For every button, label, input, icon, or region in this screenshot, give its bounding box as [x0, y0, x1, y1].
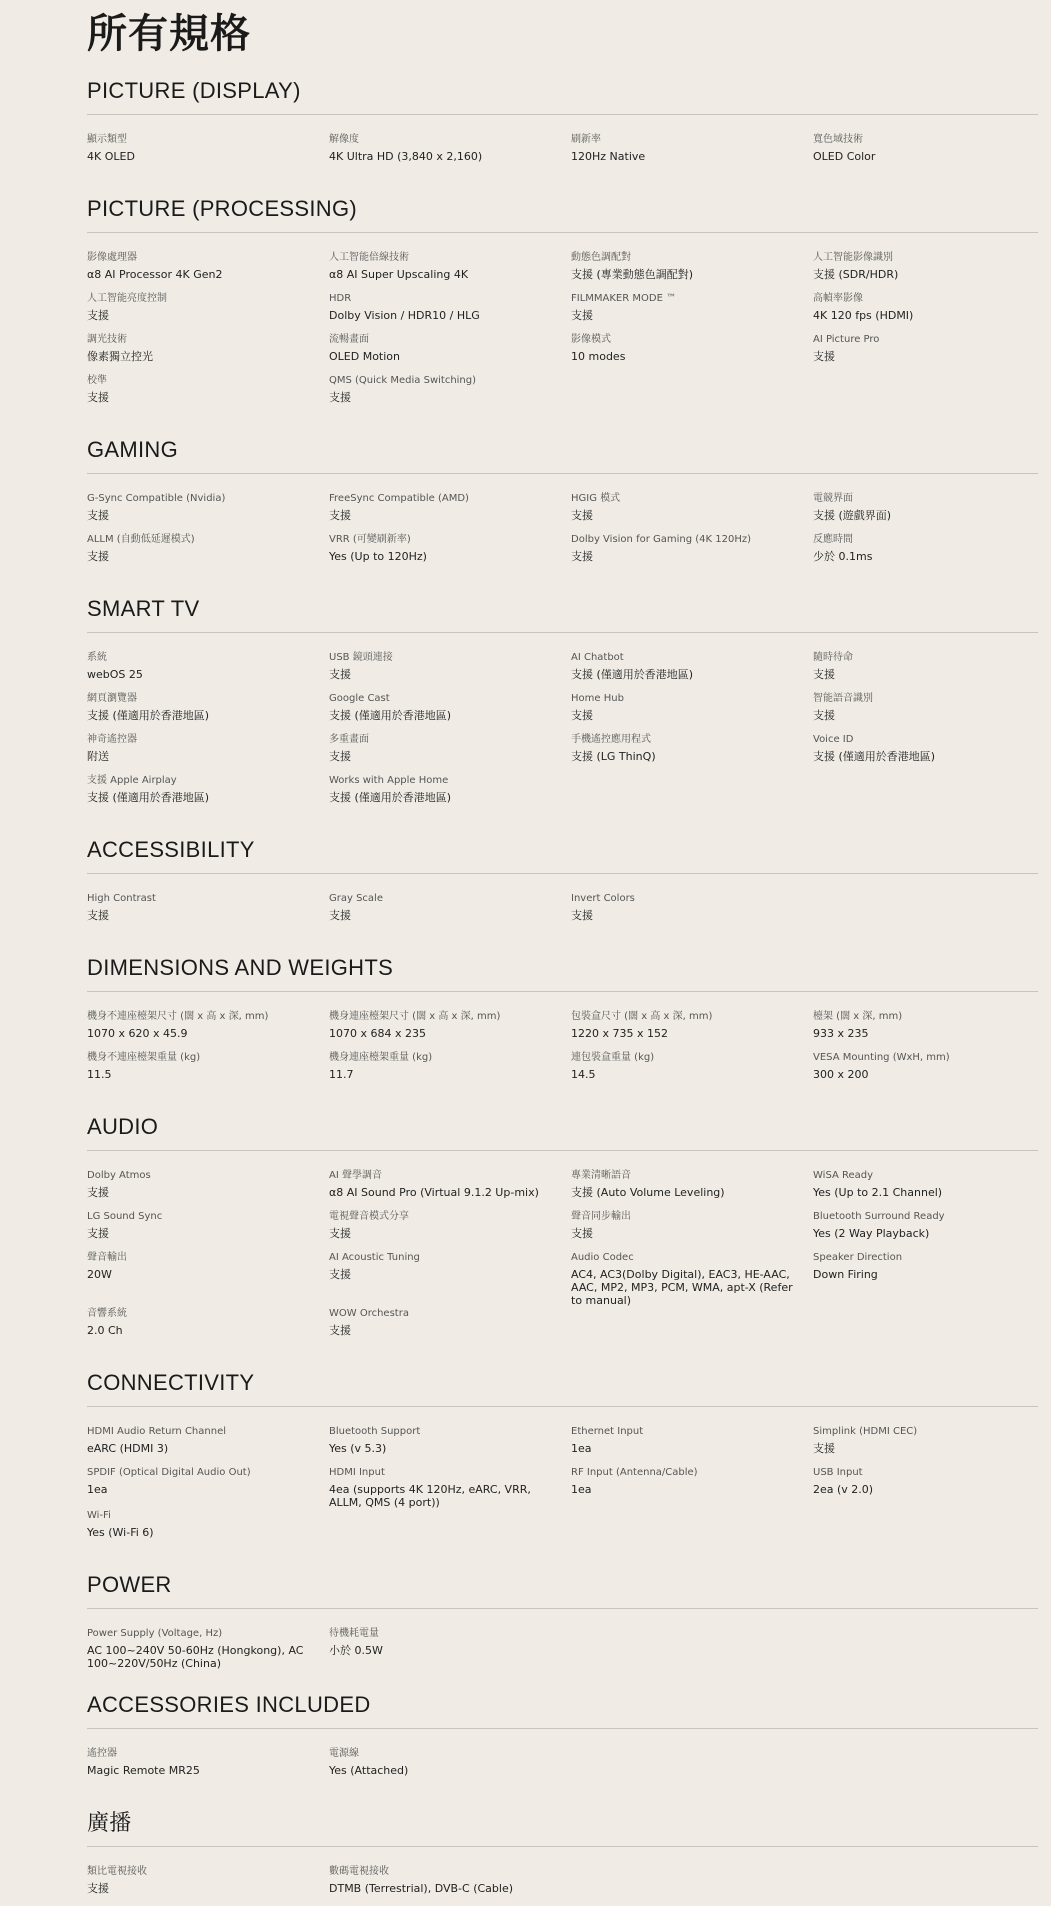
spec-item — [329, 1010, 571, 1051]
spec-label: 支援 Apple Airplay — [87, 775, 177, 786]
spec-value: 1070 x 684 x 235 — [329, 1027, 426, 1040]
spec-value: Yes (2 Way Playback) — [813, 1227, 930, 1240]
spec-grid — [87, 474, 1038, 574]
spec-label: 機身不連座檯架尺寸 (闊 x 高 x 深, mm) — [87, 1011, 269, 1022]
spec-value: 14.5 — [571, 1068, 596, 1081]
spec-value: 支援 — [87, 391, 109, 404]
spec-item — [329, 251, 571, 292]
spec-label: 隨時待命 — [813, 652, 853, 663]
spec-label: Dolby Vision for Gaming (4K 120Hz) — [571, 534, 752, 545]
spec-value: 支援 — [329, 1227, 351, 1240]
spec-value: 933 x 235 — [813, 1027, 869, 1040]
spec-label: 檯架 (闊 x 深, mm) — [813, 1011, 903, 1022]
spec-label: HGIG 模式 — [571, 493, 621, 504]
spec-label: 多重畫面 — [329, 734, 369, 745]
spec-value: OLED Color — [813, 150, 876, 163]
spec-label: HDR — [329, 293, 352, 304]
spec-item — [87, 651, 329, 692]
spec-item — [329, 533, 571, 574]
spec-value: 20W — [87, 1268, 112, 1281]
spec-section — [87, 78, 1038, 174]
spec-value: 1ea — [571, 1483, 592, 1496]
spec-item — [813, 1466, 1038, 1509]
spec-item — [329, 892, 571, 933]
page-title: 所有規格 — [87, 11, 251, 57]
spec-item — [87, 292, 329, 333]
section-title: POWER — [87, 1572, 1038, 1609]
spec-label: 智能語音識別 — [813, 693, 873, 704]
spec-value: 支援 (僅適用於香港地區) — [87, 791, 210, 804]
spec-label: 影像處理器 — [87, 252, 137, 263]
spec-grid — [87, 1407, 1038, 1550]
spec-section — [87, 1572, 1038, 1670]
spec-grid — [87, 1729, 1038, 1788]
spec-item — [87, 774, 329, 815]
spec-item — [87, 533, 329, 574]
spec-item — [87, 1509, 329, 1550]
spec-value: 支援 — [87, 550, 109, 563]
spec-item — [87, 251, 329, 292]
spec-value: 2.0 Ch — [87, 1324, 123, 1337]
spec-value: Yes (Up to 2.1 Channel) — [813, 1186, 943, 1199]
spec-grid — [87, 1151, 1038, 1348]
spec-value: DTMB (Terrestrial), DVB-C (Cable) — [329, 1882, 514, 1895]
spec-value: 支援 — [87, 1882, 109, 1895]
spec-label: High Contrast — [87, 893, 156, 904]
spec-grid — [87, 115, 1038, 174]
spec-item — [329, 1051, 571, 1092]
spec-item — [329, 1865, 571, 1906]
spec-value: 支援 (僅適用於香港地區) — [571, 668, 694, 681]
spec-value: 1070 x 620 x 45.9 — [87, 1027, 188, 1040]
spec-label: 解像度 — [329, 134, 359, 145]
spec-item — [329, 492, 571, 533]
spec-value: 支援 — [87, 509, 109, 522]
spec-label: 寬色域技術 — [813, 134, 863, 145]
spec-item — [87, 1251, 329, 1307]
spec-item — [87, 1466, 329, 1509]
spec-value: 支援 — [329, 509, 351, 522]
spec-value: 120Hz Native — [571, 150, 646, 163]
section-title: PICTURE (DISPLAY) — [87, 78, 1038, 115]
spec-label: 顯示類型 — [87, 134, 127, 145]
spec-label: RF Input (Antenna/Cable) — [571, 1467, 698, 1478]
spec-item — [813, 733, 1038, 774]
spec-item — [813, 333, 1038, 374]
spec-label: HDMI Input — [329, 1467, 385, 1478]
spec-value: 10 modes — [571, 350, 626, 363]
spec-label: Bluetooth Surround Ready — [813, 1211, 945, 1222]
spec-value: 小於 0.5W — [329, 1644, 383, 1657]
spec-label: 待機耗電量 — [329, 1628, 379, 1639]
spec-grid — [87, 633, 1038, 815]
spec-label: AI Picture Pro — [813, 334, 880, 345]
spec-item — [813, 1425, 1038, 1466]
spec-label: VRR (可變刷新率) — [329, 534, 411, 545]
spec-item — [813, 1051, 1038, 1092]
spec-value: 11.5 — [87, 1068, 112, 1081]
spec-label: 手機遙控應用程式 — [571, 734, 651, 745]
spec-value: 300 x 200 — [813, 1068, 869, 1081]
spec-item — [571, 1010, 813, 1051]
spec-label: 人工智能亮度控制 — [87, 293, 167, 304]
spec-label: USB Input — [813, 1467, 863, 1478]
spec-value: 像素獨立控光 — [87, 350, 153, 363]
spec-label: WiSA Ready — [813, 1170, 874, 1181]
spec-value: 支援 — [813, 350, 835, 363]
spec-label: Gray Scale — [329, 893, 383, 904]
spec-grid — [87, 233, 1038, 415]
spec-item — [87, 333, 329, 374]
spec-value: 1ea — [571, 1442, 592, 1455]
spec-value: 2ea (v 2.0) — [813, 1483, 874, 1496]
spec-item — [571, 1169, 813, 1210]
spec-value: 支援 (僅適用於香港地區) — [813, 750, 936, 763]
spec-item — [571, 1051, 813, 1092]
section-title: ACCESSIBILITY — [87, 837, 1038, 874]
spec-value: 支援 — [571, 909, 593, 922]
spec-value: 支援 (僅適用於香港地區) — [329, 791, 452, 804]
spec-item — [87, 1169, 329, 1210]
spec-item — [87, 1865, 329, 1906]
spec-item — [571, 651, 813, 692]
spec-value: 1220 x 735 x 152 — [571, 1027, 668, 1040]
spec-section — [87, 437, 1038, 574]
spec-value: Yes (v 5.3) — [329, 1442, 387, 1455]
spec-value: 支援 — [87, 909, 109, 922]
spec-value: 支援 — [571, 1227, 593, 1240]
spec-item — [329, 651, 571, 692]
spec-value: 支援 — [813, 1442, 835, 1455]
spec-item — [329, 692, 571, 733]
spec-label: AI 聲學調音 — [329, 1170, 382, 1181]
spec-section — [87, 1114, 1038, 1348]
spec-label: ALLM (自動低延遲模式) — [87, 534, 195, 545]
spec-label: 連包裝盒重量 (kg) — [571, 1052, 655, 1063]
spec-label: Bluetooth Support — [329, 1426, 421, 1437]
spec-value: Yes (Wi-Fi 6) — [87, 1526, 154, 1539]
spec-item — [813, 1251, 1038, 1307]
spec-label: 類比電視接收 — [87, 1866, 147, 1877]
spec-label: 機身連座檯架尺寸 (闊 x 高 x 深, mm) — [329, 1011, 501, 1022]
spec-item — [87, 1627, 329, 1670]
spec-item — [87, 892, 329, 933]
spec-value: 支援 (僅適用於香港地區) — [87, 709, 210, 722]
spec-value: OLED Motion — [329, 350, 400, 363]
spec-label: 流暢畫面 — [329, 334, 369, 345]
spec-item — [813, 492, 1038, 533]
spec-page — [87, 0, 1038, 1906]
spec-label: Works with Apple Home — [329, 775, 449, 786]
spec-item — [571, 533, 813, 574]
spec-label: Simplink (HDMI CEC) — [813, 1426, 918, 1437]
spec-value: eARC (HDMI 3) — [87, 1442, 169, 1455]
spec-value: Yes (Attached) — [329, 1764, 409, 1777]
spec-value: α8 AI Processor 4K Gen2 — [87, 268, 223, 281]
spec-value: 4ea (supports 4K 120Hz, eARC, VRR, ALLM, QMS (4 port)) — [329, 1483, 531, 1509]
spec-item — [813, 1010, 1038, 1051]
section-title: CONNECTIVITY — [87, 1370, 1038, 1407]
spec-item — [329, 1747, 571, 1788]
spec-section — [87, 1370, 1038, 1550]
spec-item — [87, 1210, 329, 1251]
spec-item — [813, 1210, 1038, 1251]
spec-item — [813, 133, 1038, 174]
spec-value: 支援 (SDR/HDR) — [813, 268, 899, 281]
spec-label: 高幀率影像 — [813, 293, 863, 304]
spec-item — [571, 492, 813, 533]
spec-label: Home Hub — [571, 693, 624, 704]
spec-value: 4K 120 fps (HDMI) — [813, 309, 914, 322]
spec-section — [87, 596, 1038, 815]
spec-value: 11.7 — [329, 1068, 354, 1081]
spec-value: webOS 25 — [87, 668, 143, 681]
spec-label: 神奇遙控器 — [87, 734, 137, 745]
spec-label: G-Sync Compatible (Nvidia) — [87, 493, 226, 504]
spec-label: 刷新率 — [571, 134, 601, 145]
spec-value: 少於 0.1ms — [813, 550, 873, 563]
spec-label: 聲音輸出 — [87, 1252, 127, 1263]
spec-item — [329, 1466, 571, 1509]
spec-item — [329, 1169, 571, 1210]
spec-item — [329, 1307, 571, 1348]
spec-value: 4K Ultra HD (3,840 x 2,160) — [329, 150, 483, 163]
spec-value: 支援 — [571, 550, 593, 563]
spec-item — [329, 133, 571, 174]
spec-label: Dolby Atmos — [87, 1170, 151, 1181]
spec-value: 支援 — [329, 668, 351, 681]
spec-label: 聲音同步輸出 — [571, 1211, 631, 1222]
section-title: GAMING — [87, 437, 1038, 474]
spec-grid — [87, 1847, 1038, 1906]
section-title: PICTURE (PROCESSING) — [87, 196, 1038, 233]
spec-item — [571, 292, 813, 333]
spec-value: 支援 — [571, 709, 593, 722]
spec-section — [87, 837, 1038, 933]
spec-section — [87, 196, 1038, 415]
spec-value: 支援 (遊戲界面) — [813, 509, 892, 522]
spec-label: WOW Orchestra — [329, 1308, 409, 1319]
spec-section — [87, 955, 1038, 1092]
spec-item — [329, 1425, 571, 1466]
spec-item — [571, 1210, 813, 1251]
spec-label: VESA Mounting (WxH, mm) — [813, 1052, 950, 1063]
spec-value: 支援 (專業動態色調配對) — [571, 268, 694, 281]
spec-item — [329, 733, 571, 774]
spec-label: Wi-Fi — [87, 1510, 111, 1521]
spec-value: 支援 (僅適用於香港地區) — [329, 709, 452, 722]
section-title: SMART TV — [87, 596, 1038, 633]
section-title: DIMENSIONS AND WEIGHTS — [87, 955, 1038, 992]
spec-label: LG Sound Sync — [87, 1211, 163, 1222]
spec-label: 電競界面 — [813, 493, 853, 504]
spec-grid — [87, 874, 1038, 933]
spec-item — [87, 1307, 329, 1348]
spec-value: 支援 — [813, 668, 835, 681]
spec-label: SPDIF (Optical Digital Audio Out) — [87, 1467, 251, 1478]
spec-label: 影像模式 — [571, 334, 611, 345]
spec-value: 附送 — [87, 750, 109, 763]
spec-label: 校準 — [87, 375, 107, 386]
spec-label: 系統 — [87, 652, 107, 663]
spec-label: 電源線 — [329, 1748, 359, 1759]
spec-label: FILMMAKER MODE ™ — [571, 293, 677, 304]
spec-value: 支援 — [813, 709, 835, 722]
spec-value: Magic Remote MR25 — [87, 1764, 200, 1777]
spec-item — [87, 1747, 329, 1788]
spec-item — [813, 533, 1038, 574]
spec-item — [329, 374, 571, 415]
spec-label: Google Cast — [329, 693, 390, 704]
spec-sections — [87, 78, 1038, 1906]
section-title: 廣播 — [87, 1810, 1038, 1847]
spec-section — [87, 1810, 1038, 1906]
spec-item — [813, 292, 1038, 333]
spec-value: 支援 — [329, 750, 351, 763]
spec-value: Down Firing — [813, 1268, 878, 1281]
spec-item — [87, 733, 329, 774]
spec-item — [87, 492, 329, 533]
spec-item — [329, 1251, 571, 1307]
spec-grid — [87, 992, 1038, 1092]
spec-value: Yes (Up to 120Hz) — [329, 550, 427, 563]
spec-item — [329, 774, 571, 815]
spec-item — [813, 251, 1038, 292]
spec-label: 人工智能倍線技術 — [329, 252, 409, 263]
spec-value: α8 AI Sound Pro (Virtual 9.1.2 Up-mix) — [329, 1186, 539, 1199]
spec-label: Ethernet Input — [571, 1426, 644, 1437]
spec-label: USB 鏡頭連接 — [329, 652, 393, 663]
spec-label: Invert Colors — [571, 893, 635, 904]
spec-item — [87, 1425, 329, 1466]
spec-label: 機身連座檯架重量 (kg) — [329, 1052, 433, 1063]
spec-item — [329, 1627, 571, 1670]
spec-value: AC 100~240V 50-60Hz (Hongkong), AC 100~220V/50Hz (China) — [87, 1644, 304, 1670]
spec-label: Speaker Direction — [813, 1252, 903, 1263]
spec-label: 電視聲音模式分享 — [329, 1211, 409, 1222]
spec-label: 反應時間 — [813, 534, 853, 545]
spec-item — [571, 133, 813, 174]
spec-item — [329, 333, 571, 374]
spec-label: 數碼電視接收 — [329, 1866, 389, 1877]
spec-item — [571, 1251, 813, 1307]
spec-label: Power Supply (Voltage, Hz) — [87, 1628, 223, 1639]
spec-value: α8 AI Super Upscaling 4K — [329, 268, 469, 281]
spec-value: 4K OLED — [87, 150, 135, 163]
spec-item — [87, 133, 329, 174]
spec-value: 支援 — [571, 509, 593, 522]
spec-label: AI Acoustic Tuning — [329, 1252, 420, 1263]
section-title: AUDIO — [87, 1114, 1038, 1151]
spec-label: 調光技術 — [87, 334, 127, 345]
spec-item — [813, 692, 1038, 733]
spec-label: 機身不連座檯架重量 (kg) — [87, 1052, 201, 1063]
spec-item — [87, 692, 329, 733]
spec-item — [87, 374, 329, 415]
spec-label: HDMI Audio Return Channel — [87, 1426, 226, 1437]
spec-value: 支援 — [329, 909, 351, 922]
spec-value: 支援 — [87, 1186, 109, 1199]
spec-label: AI Chatbot — [571, 652, 624, 663]
spec-item — [571, 892, 813, 933]
spec-item — [571, 692, 813, 733]
spec-value: 1ea — [87, 1483, 108, 1496]
spec-label: Voice ID — [813, 734, 854, 745]
spec-label: FreeSync Compatible (AMD) — [329, 493, 469, 504]
spec-value: 支援 (Auto Volume Leveling) — [571, 1186, 725, 1199]
spec-label: 動態色調配對 — [571, 252, 631, 263]
spec-item — [813, 1169, 1038, 1210]
spec-item — [571, 251, 813, 292]
spec-item — [87, 1010, 329, 1051]
spec-item — [329, 1210, 571, 1251]
spec-item — [571, 333, 813, 374]
spec-item — [571, 1425, 813, 1466]
spec-value: AC4, AC3(Dolby Digital), EAC3, HE-AAC, AAC, MP2, MP3, PCM, WMA, apt-X (Refer to manual) — [571, 1268, 793, 1307]
spec-item — [87, 1051, 329, 1092]
spec-label: 包裝盒尺寸 (闊 x 高 x 深, mm) — [571, 1011, 713, 1022]
section-title: ACCESSORIES INCLUDED — [87, 1692, 1038, 1729]
spec-label: 人工智能影像識別 — [813, 252, 893, 263]
spec-value: 支援 — [87, 309, 109, 322]
spec-value: 支援 — [571, 309, 593, 322]
spec-item — [329, 292, 571, 333]
spec-section — [87, 1692, 1038, 1788]
spec-value: 支援 — [87, 1227, 109, 1240]
spec-label: QMS (Quick Media Switching) — [329, 375, 477, 386]
spec-label: 專業清晰語音 — [571, 1170, 631, 1181]
spec-item — [813, 651, 1038, 692]
spec-value: 支援 — [329, 391, 351, 404]
spec-value: 支援 — [329, 1324, 351, 1337]
spec-grid — [87, 1609, 1038, 1670]
spec-label: 網頁瀏覽器 — [87, 693, 137, 704]
spec-item — [571, 733, 813, 774]
spec-value: 支援 (LG ThinQ) — [571, 750, 656, 763]
spec-label: 遙控器 — [87, 1748, 117, 1759]
spec-value: 支援 — [329, 1268, 351, 1281]
spec-item — [571, 1466, 813, 1509]
spec-value: Dolby Vision / HDR10 / HLG — [329, 309, 480, 322]
spec-label: Audio Codec — [571, 1252, 634, 1263]
spec-label: 音響系統 — [87, 1308, 127, 1319]
